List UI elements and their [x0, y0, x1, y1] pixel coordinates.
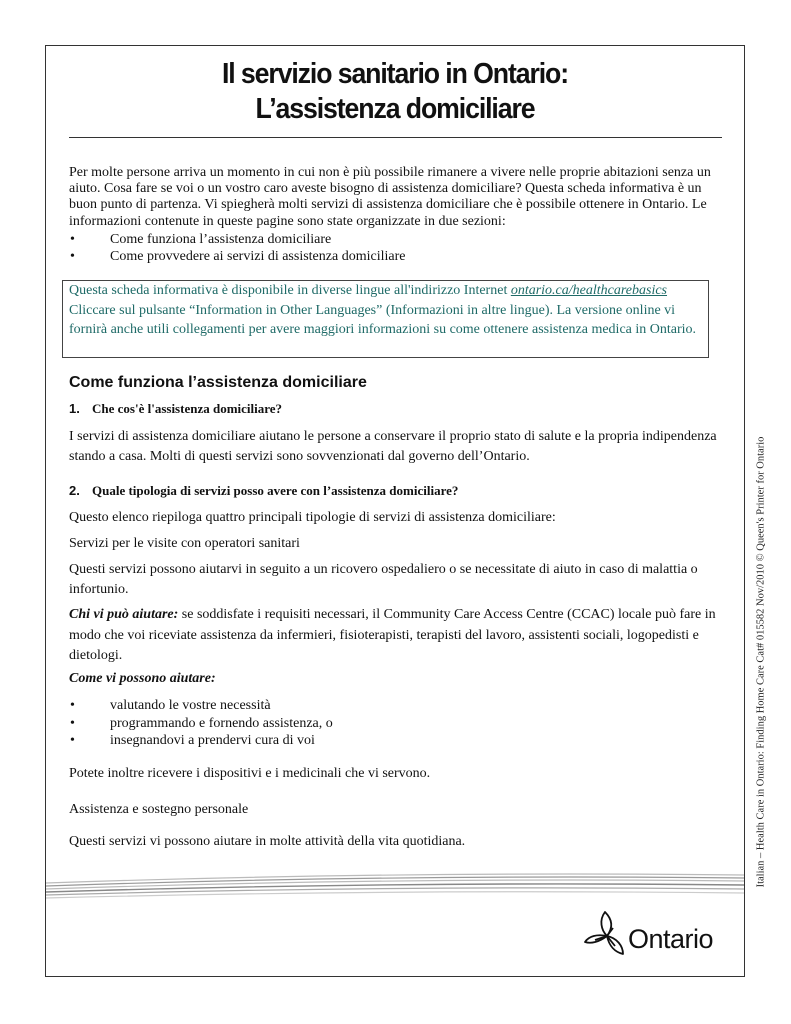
- intro-paragraph: Per molte persone arriva un momento in cui non è più possibile rimanere a vivere nelle proprie abitazioni senza un aiuto. Cosa fare se voi o un vostro caro aveste bisogno di assistenza domiciliare? Questa scheda informativa è un buon punto di partenza. Vi spiegherà molti servizi di assistenza domiciliare che è possibile ottenere in Ontario. Le informazioni contenute in queste pagine sono state organizzate in due sezioni:: [69, 165, 711, 229]
- who-lead: Chi vi può aiutare:: [69, 607, 179, 622]
- notice-text-intro: Questa scheda informativa è disponibile in diverse lingue all'indirizzo Internet: [69, 283, 511, 298]
- how-bullet-list: [90, 697, 333, 750]
- answer-2: Questo elenco riepiloga quattro principali tipologie di servizi di assistenza domiciliare:: [69, 510, 556, 525]
- healthcarebasics-link[interactable]: ontario.ca/healthcarebasics: [510, 283, 668, 298]
- title-line-1: Il servizio sanitario in Ontario:: [221, 58, 569, 90]
- question-text: Quale tipologia di servizi posso avere con l’assistenza domiciliare?: [92, 483, 459, 498]
- list-item: • Come funziona l’assistenza domiciliare: [90, 232, 405, 249]
- visits-description: Questi servizi possono aiutarvi in seguito a un ricovero ospedaliero o se necessitate di aiuto in caso di malattia o infortunio.: [69, 562, 698, 597]
- devices-paragraph: Potete inoltre ricevere i dispositivi e i medicinali che vi servono.: [69, 766, 431, 781]
- subheading-visits: Servizi per le visite con operatori sanitari: [69, 536, 300, 551]
- question-1: [69, 401, 282, 417]
- subheading-personal-support: Assistenza e sostegno personale: [69, 802, 249, 817]
- list-item: • programmando e fornendo assistenza, o: [90, 715, 333, 733]
- page-title: [74, 57, 716, 127]
- ontario-logo-wordmark: Ontario: [628, 924, 714, 954]
- list-item: • valutando le vostre necessità: [90, 697, 333, 715]
- decorative-swoosh: [46, 865, 744, 905]
- who-text: se soddisfate i requisiti necessari, il Community Care Access Centre (CCAC) locale può fare in modo che voi riceviate assistenza da infermieri, fisioterapisti, terapisti del lavoro, assistenti sociali, logopedisti e dietologi.: [69, 607, 716, 663]
- title-divider: [69, 137, 722, 138]
- question-2: [69, 483, 458, 499]
- how-they-help: [69, 671, 719, 687]
- list-item: • insegnandovi a prendervi cura di voi: [90, 732, 333, 750]
- question-number: 2.: [69, 483, 80, 498]
- personal-support-description: Questi servizi vi possono aiutare in molte attività della vita quotidiana.: [69, 834, 466, 849]
- question-text: Che cos'è l'assistenza domiciliare?: [92, 401, 283, 416]
- answer-1: I servizi di assistenza domiciliare aiutano le persone a conservare il proprio stato di salute e la propria indipendenza stando a casa. Molti di questi servizi sono sovvenzionati dal governo dell’Ontario.: [69, 429, 717, 464]
- how-lead: Come vi possono aiutare:: [69, 671, 216, 686]
- language-notice-box: [62, 280, 709, 358]
- section-heading: Come funziona l’assistenza domiciliare: [69, 374, 367, 391]
- question-number: 1.: [69, 401, 80, 416]
- document-catalog-note: Italian – Health Care in Ontario: Finding Home Care Cat# 015582 Nov/2010 © Queen's Printer for Ontario: [755, 436, 767, 888]
- intro-bullet-list: [90, 232, 405, 265]
- title-line-2: L’assistenza domiciliare: [255, 93, 535, 125]
- who-can-help: [69, 605, 719, 667]
- notice-text-body: Cliccare sul pulsante “Information in Other Languages” (Informazioni in altre lingue). La versione online vi fornirà anche utili collegamenti per avere maggiori informazioni su come ottenere assistenza medica in Ontario.: [69, 302, 697, 337]
- list-item: • Come provvedere ai servizi di assistenza domiciliare: [90, 249, 405, 266]
